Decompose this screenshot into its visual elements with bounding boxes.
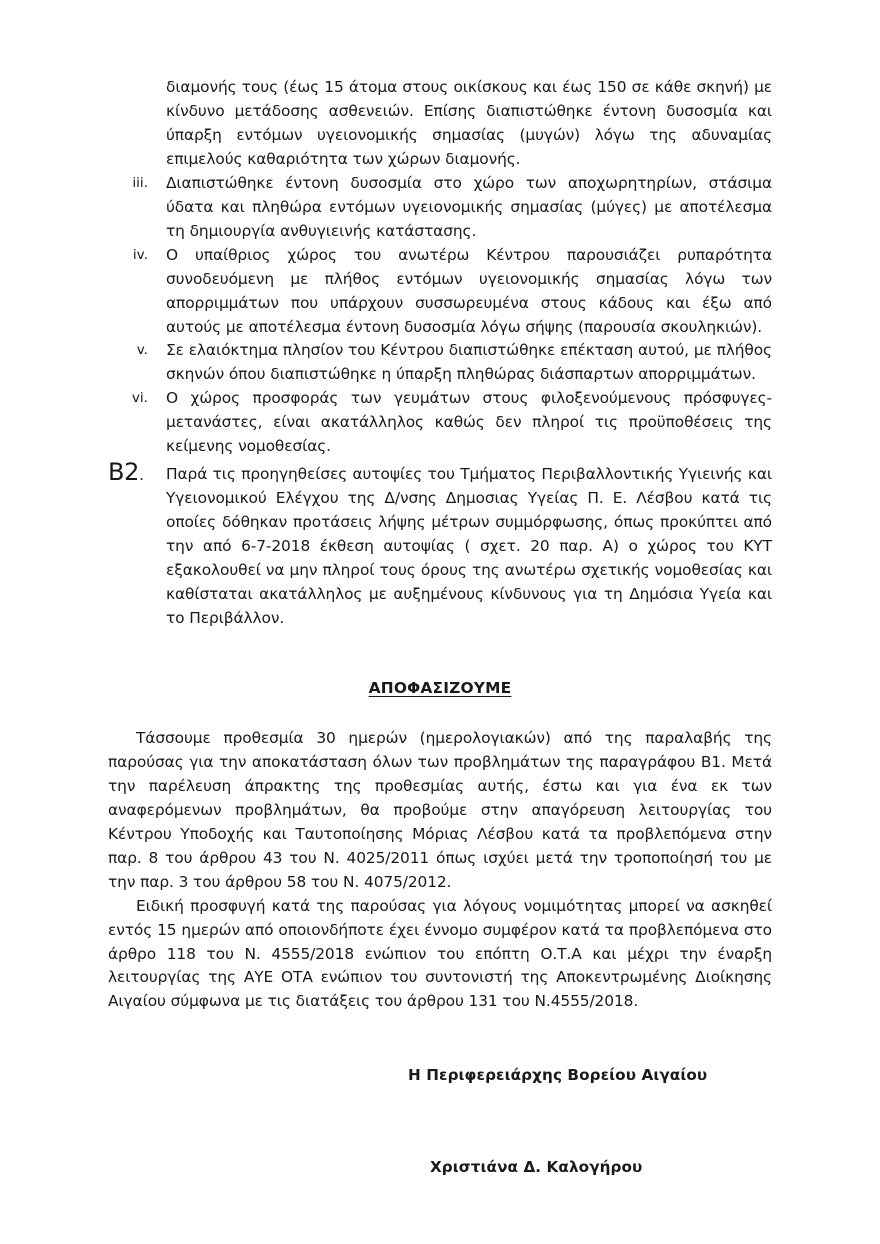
findings-continuation-paragraph: διαμονής τους (έως 15 άτομα στους οικίσκους και έως 150 σε κάθε σκηνή) με κίνδυνο μετάδοσης ασθενειών. Επίσης διαπιστώθηκε έντονη δυσοσμία και ύπαρξη εντόμων υγειονομικής σημασίας (μυγών) λόγω της αδυναμίας επιμελούς καθαριότητα των χώρων διαμονής. [166,78,772,168]
list-item-text: Διαπιστώθηκε έντονη δυσοσμία στο χώρο των αποχωρητηρίων, στάσιμα ύδατα και πληθώρα εντόμων υγειονομικής σημασίας (μύγες) με αποτέλεσμα τη δημιουργία ανθυγιεινής κατάστασης. [166,173,772,240]
section-b2-label-dot: . [139,466,144,485]
section-b2-text: Παρά τις προηγηθείσες αυτοψίες του Τμήματος Περιβαλλοντικής Υγιεινής και Υγειονομικού Ελέγχου της Δ/νσης Δημοσιας Υγείας Π. Ε. Λέσβου κατά τις οποίες δόθηκαν προτάσεις λήψης μέτρων συμμόρφωσης, όπως προκύπτει από την από 6-7-2018 έκθεση αυτοψίας ( σχετ. 20 παρ. Α) ο χώρος του ΚΥΤ εξακολουθεί να μην πληροί τους όρους της ανωτέρω σχετικής νομοθεσίας και καθίσταται ακατάλληλος με αυξημένους κίνδυνους για τη Δημόσια Υγεία και το Περιβάλλον. [166,465,772,627]
section-b2 [108,458,772,631]
signature-name: Χριστιάνα Δ. Καλογήρου [430,1158,643,1177]
document-content [108,76,772,1176]
list-item-text: Ο υπαίθριος χώρος του ανωτέρω Κέντρου παρουσιάζει ρυπαρότητα συνοδευόμενη με πλήθος εντόμων υγειονομικής σημασίας λόγω των απορριμμάτων που υπάρχουν συσσωρευμένα στους κάδους και έξω από αυτούς με αποτέλεσμα έντονη δυσοσμία λόγω σήψης (παρουσία σκουληκιών). [166,245,772,336]
decision-heading: ΑΠΟΦΑΣΙΖΟΥΜΕ [368,678,512,697]
list-item-marker: iv. [132,246,148,263]
section-b2-label [108,459,144,485]
list-item [108,339,772,387]
decision-paragraph-deadline: Τάσσουμε προθεσμία 30 ημερών (ημερολογιακών) από της παραλαβής της παρούσας για την αποκατάσταση όλων των προβλημάτων της παραγράφου Β1. Μετά την παρέλευση άπρακτης της προθεσμίας αυτής, έστω και για ένα εκ των αναφερόμενων προβλημάτων, θα προβούμε στην απαγόρευση λειτουργίας του Κέντρου Υποδοχής και Ταυτοποίησης Μόριας Λέσβου κατά τα προβλεπόμενα στην παρ. 8 του άρθρου 43 του Ν. 4025/2011 όπως ισχύει μετά την τροποποίησή του με την παρ. 3 του άρθρου 58 του Ν. 4075/2012. [108,728,772,891]
findings-roman-list [108,172,772,459]
signature-block [108,1066,772,1176]
list-item [108,244,772,340]
list-item [108,172,772,244]
decision-body [108,727,772,1014]
list-item-marker: v. [136,342,148,359]
section-b2-label-text: B2 [108,458,140,487]
signature-title: Η Περιφερειάρχης Βορείου Αιγαίου [408,1066,708,1085]
list-item-marker: vi. [131,390,148,407]
list-item-marker: iii. [132,174,148,191]
list-item-text: Ο χώρος προσφοράς των γευμάτων στους φιλοξενούμενους πρόσφυγες-μετανάστες, είναι ακατάλληλος καθώς δεν πληροί τις προϋποθέσεις της κείμενης νομοθεσίας. [166,389,772,456]
list-item-text: Σε ελαιόκτημα πλησίον του Κέντρου διαπιστώθηκε επέκταση αυτού, με πλήθος σκηνών όπου διαπιστώθηκε η ύπαρξη πληθώρας διάσπαρτων απορριμμάτων. [166,341,772,384]
list-item [108,387,772,459]
decision-paragraph-appeal: Ειδική προσφυγή κατά της παρούσας για λόγους νομιμότητας μπορεί να ασκηθεί εντός 15 ημερών από οποιονδήποτε έχει έννομο συμφέρον κατά τα προβλεπόμενα στο άρθρο 118 του Ν. 4555/2018 ενώπιον του επόπτη Ο.Τ.Α και μέχρι την έναρξη λειτουργίας της ΑΥΕ ΟΤΑ ενώπιον του συντονιστή της Αποκεντρωμένης Διοίκησης Αιγαίου σύμφωνα με τις διατάξεις του άρθρου 131 του Ν.4555/2018. [108,896,772,1011]
